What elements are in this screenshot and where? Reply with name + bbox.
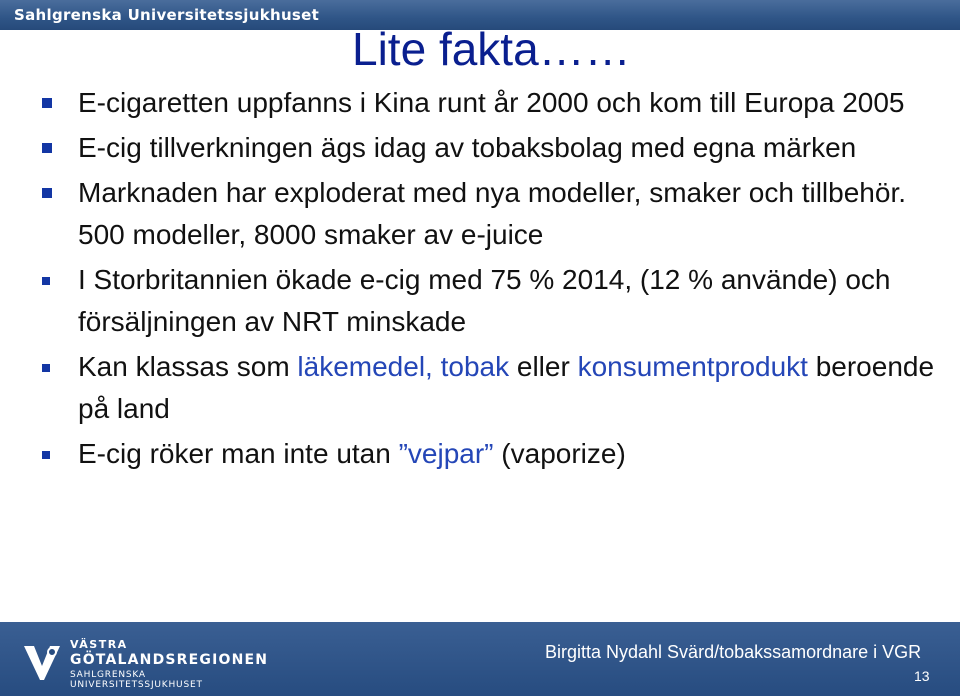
vgr-logo bbox=[22, 638, 269, 690]
bullet-item bbox=[42, 82, 942, 124]
bullet-item bbox=[42, 259, 942, 343]
bullet-item bbox=[42, 172, 942, 256]
bullet-text: E-cigaretten uppfanns i Kina runt år 2000 och kom till Europa 2005 bbox=[78, 87, 905, 118]
bullet-square-icon bbox=[42, 188, 52, 198]
bullet-item bbox=[42, 433, 942, 475]
bullet-square-icon bbox=[42, 364, 50, 372]
bullet-text: (vaporize) bbox=[493, 438, 626, 469]
bullet-text: eller bbox=[509, 351, 578, 382]
bullet-item bbox=[42, 346, 942, 430]
highlight-text: konsumentprodukt bbox=[577, 351, 808, 382]
bullet-text: I Storbritannien ökade e-cig med 75 % 2014, (12 % använde) och försäljningen av NRT minskade bbox=[78, 264, 891, 337]
logo-line-2: GÖTALANDSREGIONEN bbox=[70, 652, 269, 668]
vgr-emblem-icon bbox=[22, 640, 62, 684]
slide-title: Lite fakta…… bbox=[352, 23, 631, 75]
footer-author: Birgitta Nydahl Svärd/tobakssamordnare i VGR bbox=[545, 642, 922, 662]
bullet-square-icon bbox=[42, 277, 50, 285]
bullet-square-icon bbox=[42, 451, 50, 459]
bullet-text: E-cig röker man inte utan bbox=[78, 438, 399, 469]
highlight-text: läkemedel, tobak bbox=[297, 351, 510, 382]
logo-line-1: VÄSTRA bbox=[70, 638, 128, 651]
bullet-text: Kan klassas som bbox=[78, 351, 298, 382]
page-number: 13 bbox=[914, 668, 930, 684]
bullet-list bbox=[42, 82, 942, 478]
logo-line-3: SAHLGRENSKA UNIVERSITETSSJUKHUSET bbox=[70, 670, 203, 690]
bullet-item bbox=[42, 127, 942, 169]
highlight-text: ”vejpar” bbox=[398, 438, 494, 469]
bullet-text: Marknaden har exploderat med nya modeller, smaker och tillbehör. 500 modeller, 8000 smaker av e-juice bbox=[78, 177, 906, 250]
bullet-square-icon bbox=[42, 98, 52, 108]
header-brand: Sahlgrenska Universitetssjukhuset bbox=[14, 6, 320, 24]
bullet-text: beroende på land bbox=[78, 351, 935, 424]
bullet-square-icon bbox=[42, 143, 52, 153]
bullet-text: E-cig tillverkningen ägs idag av tobaksbolag med egna märken bbox=[78, 132, 857, 163]
footer-bar bbox=[0, 622, 960, 696]
